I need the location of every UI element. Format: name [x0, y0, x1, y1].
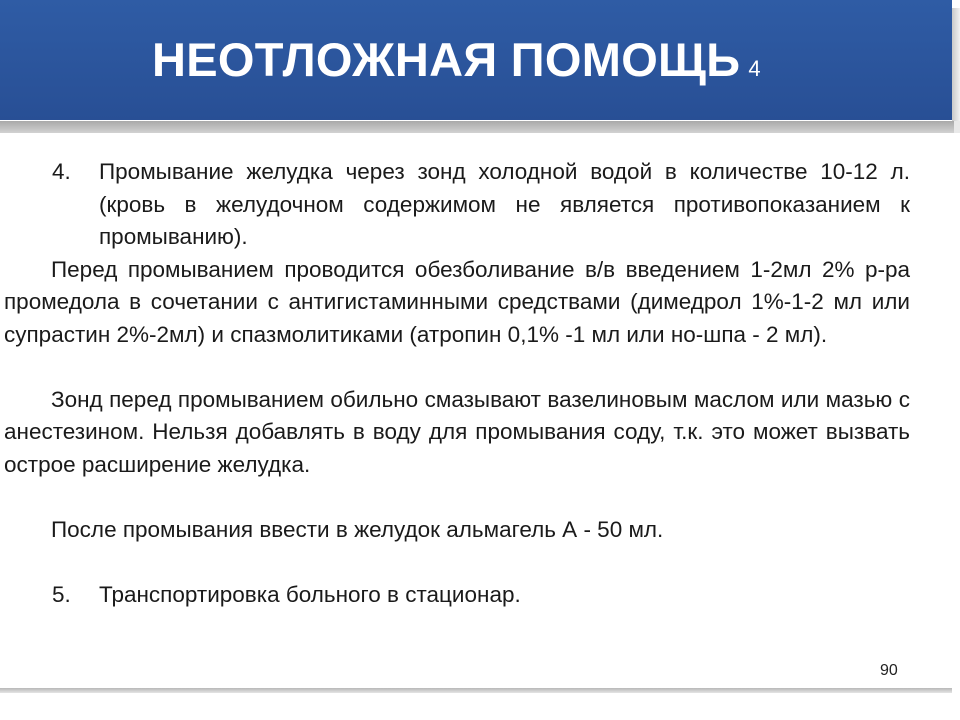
header-divider-edge	[954, 121, 960, 133]
paragraph-probe: Зонд перед промыванием обильно смазывают вазелиновым маслом или мазью с анестезином. Нельзя добавлять в воду для промывания соду, т.к. это может вызвать острое расширение желудка.	[4, 386, 910, 477]
spacer	[4, 546, 910, 579]
list-item-5	[4, 579, 910, 612]
list-item-number: 5.	[52, 581, 71, 607]
footer-divider	[0, 688, 952, 693]
spacer	[4, 351, 910, 384]
paragraph-almagel: После промывания ввести в желудок альмагель А - 50 мл.	[51, 516, 664, 542]
spacer	[4, 481, 910, 514]
header-shadow	[952, 8, 960, 122]
paragraph-anesthesia: Перед промыванием проводится обезболивание в/в введением 1-2мл 2% р-ра промедола в сочетании с антигистаминными средствами (димедрол 1%-1-2 мл или супрастин 2%-2мл) и спазмолитиками (атропин 0,1% -1 мл или но-шпа - 2 мл).	[4, 256, 910, 347]
list-item-4	[4, 156, 910, 254]
header-divider-bar	[0, 121, 954, 133]
list-item-number: 4.	[52, 159, 71, 184]
list-item-text: Промывание желудка через зонд холодной водой в количестве 10-12 л. (кровь в желудочном содержимом не является противопоказанием к промыванию).	[99, 159, 910, 249]
slide-body	[4, 156, 910, 611]
list-item-text: Транспортировка больного в стационар.	[99, 581, 521, 607]
slide-title	[152, 32, 761, 97]
slide-title-text: НЕОТЛОЖНАЯ ПОМОЩЬ	[152, 33, 741, 86]
page-number: 90	[880, 662, 898, 679]
slide-title-number: 4	[748, 56, 761, 81]
